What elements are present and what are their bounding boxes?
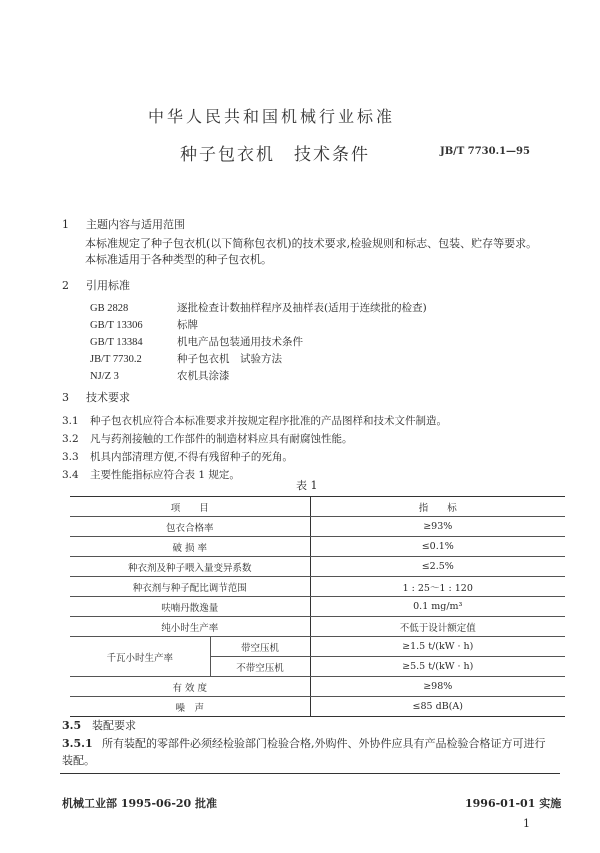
approval-info: 机械工业部 1995-06-20 批准 bbox=[62, 797, 218, 810]
clause-list bbox=[62, 413, 447, 482]
header-item: 项 目 bbox=[70, 497, 310, 517]
row-value: 1 : 25～1 : 120 bbox=[310, 577, 565, 597]
table-row bbox=[70, 697, 565, 717]
table-caption: 表 1 bbox=[296, 479, 318, 492]
table-row bbox=[70, 537, 565, 557]
reference-item bbox=[90, 300, 427, 317]
reference-item bbox=[90, 351, 427, 368]
section-3-heading bbox=[62, 389, 130, 405]
row-item: 千瓦小时生产率 bbox=[70, 637, 210, 677]
document-title: 种子包衣机 技术条件 bbox=[180, 145, 370, 165]
row-item: 呋喃丹散逸量 bbox=[70, 597, 310, 617]
section-1-heading bbox=[62, 216, 185, 232]
table-row bbox=[70, 617, 565, 637]
section-title: 技术要求 bbox=[86, 391, 130, 404]
performance-table bbox=[70, 496, 565, 717]
clause-3-5-1-continuation: 装配。 bbox=[62, 754, 95, 767]
row-subitem: 不带空压机 bbox=[210, 657, 310, 677]
row-item: 包衣合格率 bbox=[70, 517, 310, 537]
reference-title: 农机具涂漆 bbox=[177, 370, 230, 382]
table-row bbox=[70, 517, 565, 537]
organization-title: 中华人民共和国机械行业标准 bbox=[148, 107, 396, 126]
clause-item bbox=[62, 449, 447, 464]
clause-text: 主要性能指标应符合表 1 规定。 bbox=[90, 469, 240, 481]
reference-title: 标牌 bbox=[177, 319, 198, 331]
reference-code: JB/T 7730.2 bbox=[90, 354, 142, 365]
table-row bbox=[70, 557, 565, 577]
standard-code: JB/T 7730.1—95 bbox=[440, 146, 530, 157]
row-item: 有 效 度 bbox=[70, 677, 310, 697]
clause-text: 种子包衣机应符合本标准要求并按规定程序批准的产品图样和技术文件制造。 bbox=[90, 415, 447, 427]
row-subitem: 带空压机 bbox=[210, 637, 310, 657]
row-item: 噪 声 bbox=[70, 697, 310, 717]
section-3-5-heading bbox=[62, 717, 136, 733]
page-number: 1 bbox=[523, 817, 530, 830]
clause-number: 3.4 bbox=[62, 469, 79, 481]
section-number: 2 bbox=[62, 279, 69, 292]
clause-item bbox=[62, 431, 447, 446]
clause-3-5-1 bbox=[62, 736, 546, 751]
row-item: 纯小时生产率 bbox=[70, 617, 310, 637]
reference-item bbox=[90, 368, 427, 385]
row-value: ≤0.1% bbox=[310, 537, 565, 557]
effective-date: 1996-01-01 实施 bbox=[465, 797, 562, 810]
table-header-row bbox=[70, 497, 565, 517]
row-value: 不低于设计额定值 bbox=[310, 617, 565, 637]
reference-code: GB 2828 bbox=[90, 303, 129, 314]
row-value: ≥93% bbox=[310, 517, 565, 537]
reference-list bbox=[90, 300, 427, 385]
reference-title: 逐批检查计数抽样程序及抽样表(适用于连续批的检查) bbox=[177, 302, 427, 314]
clause-number: 3.1 bbox=[62, 415, 79, 427]
reference-title: 种子包衣机 试验方法 bbox=[177, 353, 282, 365]
row-item: 种衣剂与种子配比调节范围 bbox=[70, 577, 310, 597]
footer-divider bbox=[60, 773, 560, 774]
section-number: 3 bbox=[62, 391, 69, 404]
section-title: 引用标准 bbox=[86, 279, 130, 292]
table-row bbox=[70, 577, 565, 597]
row-value: ≤85 dB(A) bbox=[310, 697, 565, 717]
section-title: 主题内容与适用范围 bbox=[86, 218, 185, 231]
reference-title: 机电产品包装通用技术条件 bbox=[177, 336, 303, 348]
clause-text: 所有装配的零部件必须经检验部门检验合格,外购件、外协件应具有产品检验合格证方可进行 bbox=[102, 737, 546, 750]
section-number: 1 bbox=[62, 218, 69, 231]
clause-text: 凡与药剂接触的工作部件的制造材料应具有耐腐蚀性能。 bbox=[90, 433, 353, 445]
section-1-paragraph-1: 本标准规定了种子包衣机(以下简称包衣机)的技术要求,检验规则和标志、包装、贮存等要求。 bbox=[85, 237, 538, 250]
row-value: ≤2.5% bbox=[310, 557, 565, 577]
reference-item bbox=[90, 317, 427, 334]
section-title: 装配要求 bbox=[92, 719, 136, 732]
section-number: 3.5 bbox=[62, 719, 82, 732]
section-1-paragraph-2: 本标准适用于各种类型的种子包衣机。 bbox=[85, 253, 272, 266]
clause-number: 3.3 bbox=[62, 451, 79, 463]
clause-number: 3.2 bbox=[62, 433, 79, 445]
row-value: 0.1 mg/m³ bbox=[310, 597, 565, 617]
reference-code: NJ/Z 3 bbox=[90, 371, 119, 382]
table-row bbox=[70, 597, 565, 617]
table-row bbox=[70, 677, 565, 697]
clause-number: 3.5.1 bbox=[62, 737, 93, 750]
reference-code: GB/T 13384 bbox=[90, 337, 143, 348]
clause-text: 机具内部清理方便,不得有残留种子的死角。 bbox=[90, 451, 293, 463]
clause-item bbox=[62, 413, 447, 428]
section-2-heading bbox=[62, 277, 130, 293]
row-value: ≥5.5 t/(kW · h) bbox=[310, 657, 565, 677]
reference-item bbox=[90, 334, 427, 351]
row-value: ≥98% bbox=[310, 677, 565, 697]
row-item: 种衣剂及种子喂入量变异系数 bbox=[70, 557, 310, 577]
header-value: 指 标 bbox=[310, 497, 565, 517]
row-item: 破 损 率 bbox=[70, 537, 310, 557]
row-value: ≥1.5 t/(kW · h) bbox=[310, 637, 565, 657]
reference-code: GB/T 13306 bbox=[90, 320, 143, 331]
table-row bbox=[70, 637, 565, 657]
clause-item bbox=[62, 467, 447, 482]
